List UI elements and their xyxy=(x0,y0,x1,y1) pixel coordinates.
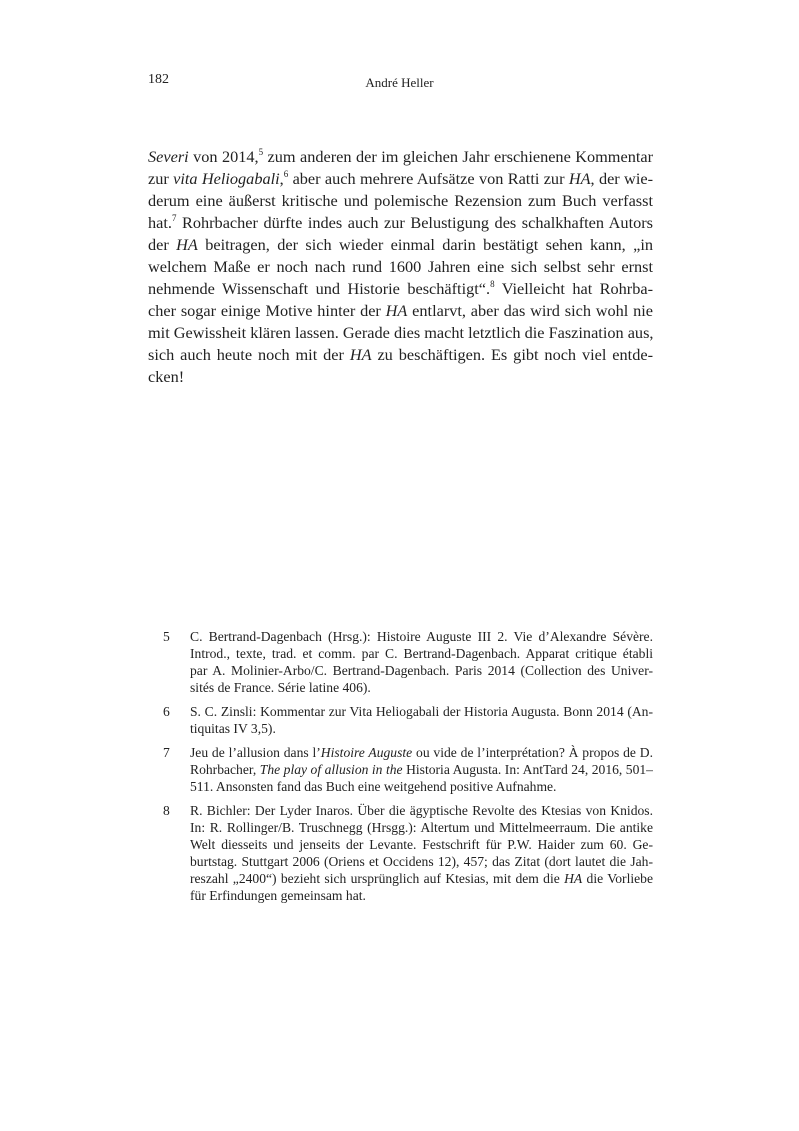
text-segment: HA xyxy=(349,345,372,364)
footnote-number: 5 xyxy=(163,629,170,644)
text-segment: von 2014, xyxy=(188,147,259,166)
text-segment: Welt diesseits und jenseits der Levante. Festschrift für P.W. Haider zum 60. Ge- xyxy=(190,837,653,852)
text-segment: S. C. Zinsli: Kommentar zur Vita Heliogabali der Historia Augusta. Bonn 2014 (An- xyxy=(190,704,653,719)
text-line xyxy=(190,628,653,645)
text-line xyxy=(190,853,653,870)
text-segment: für Erfindungen gemeinsam hat. xyxy=(190,888,366,903)
footnote-ref: 8 xyxy=(490,279,495,289)
text-segment: der xyxy=(148,235,177,254)
text-segment: In: R. Rollinger/B. Truschnegg (Hrsgg.): Altertum und Mittelmeerraum. Die antike xyxy=(190,820,653,835)
text-segment: zu beschäftigen. Es gibt noch viel entde- xyxy=(371,345,653,364)
text-segment: sich auch heute noch mit der xyxy=(148,345,350,364)
footnote-number: 8 xyxy=(163,803,170,818)
footnote-ref: 7 xyxy=(171,213,177,223)
text-line xyxy=(190,703,653,720)
text-segment: zum anderen der im gleichen Jahr erschienene Kommentar xyxy=(263,147,654,166)
text-segment: hat. xyxy=(148,213,172,232)
footnote-ref: 6 xyxy=(283,169,289,179)
text-segment: ou vide de l’interprétation? À propos de D. xyxy=(412,745,653,760)
text-segment: derum eine äußerst kritische und polemische Rezension zum Buch verfasst xyxy=(148,191,653,210)
text-segment: , xyxy=(279,169,284,188)
text-line xyxy=(148,344,653,366)
text-segment: mit Gewissheit klären lassen. Gerade dies macht letztlich die Faszination aus, xyxy=(148,323,654,342)
text-segment: nehmende Wissenschaft und Historie beschäftigt“. xyxy=(148,279,491,298)
footnote-ref: 5 xyxy=(258,147,264,157)
text-segment: C. Bertrand-Dagenbach (Hrsg.): Histoire Auguste III 2. Vie d’Alexandre Sévère. xyxy=(190,629,653,644)
text-segment: HA xyxy=(385,301,408,320)
text-line xyxy=(190,887,653,904)
footnote-number: 7 xyxy=(163,745,170,760)
text-line xyxy=(190,802,653,819)
text-segment: HA xyxy=(564,871,583,886)
text-line xyxy=(190,720,653,737)
text-line xyxy=(190,870,653,887)
text-segment: The play of allusion in the xyxy=(259,762,403,777)
running-head: André Heller xyxy=(365,75,434,90)
text-segment: burtstag. Stuttgart 2006 (Oriens et Occidens 12), 457; das Zitat (dort lautet die Jah- xyxy=(190,854,653,869)
text-segment: R. Bichler: Der Lyder Inaros. Über die ägyptische Revolte des Ktesias von Knidos. xyxy=(190,803,653,818)
text-segment: Rohrbacher dürfte indes auch zur Belustigung des schalkhaften Autors xyxy=(176,213,653,232)
text-segment: cken! xyxy=(148,367,185,386)
text-line xyxy=(190,645,653,662)
footnotes xyxy=(163,628,653,911)
text-segment: Introd., texte, trad. et comm. par C. Bertrand-Dagenbach. Apparat critique établi xyxy=(190,646,653,661)
text-segment: zur xyxy=(148,169,174,188)
text-segment: , der wie- xyxy=(590,169,653,188)
text-segment: cher sogar einige Motive hinter der xyxy=(148,301,386,320)
text-segment: die Vorliebe xyxy=(582,871,653,886)
text-line xyxy=(190,744,653,761)
text-segment: Jeu de l’allusion dans l’ xyxy=(190,745,321,760)
text-line xyxy=(148,278,653,300)
text-segment: Rohrbacher, xyxy=(190,762,260,777)
text-line xyxy=(148,190,653,212)
text-segment: 511. Ansonsten fand das Buch eine weitgehend positive Aufnahme. xyxy=(190,779,557,794)
text-segment: Vielleicht hat Rohrba- xyxy=(494,279,653,298)
text-line xyxy=(148,146,653,168)
text-segment: reszahl „2400“) bezieht sich ursprünglich auf Ktesias, mit dem die xyxy=(190,871,565,886)
footnote xyxy=(163,802,653,904)
text-line xyxy=(148,234,653,256)
text-segment: beitragen, der sich wieder einmal darin bestätigt sehen kann, „in xyxy=(197,235,653,254)
text-segment: HA xyxy=(176,235,198,254)
text-segment: tiquitas IV 3,5). xyxy=(190,721,276,736)
text-segment: vita Heliogabali xyxy=(173,169,280,188)
text-segment: Histoire Auguste xyxy=(320,745,413,760)
text-line xyxy=(148,366,653,388)
text-line xyxy=(148,322,653,344)
text-segment: aber auch mehrere Aufsätze von Ratti zur xyxy=(288,169,569,188)
text-segment: Historia Augusta. In: AntTard 24, 2016, 501– xyxy=(402,762,653,777)
footnote xyxy=(163,703,653,737)
text-line xyxy=(190,836,653,853)
text-line xyxy=(190,819,653,836)
body-text xyxy=(148,146,653,388)
text-line xyxy=(148,256,653,278)
text-segment: sités de France. Série latine 406). xyxy=(190,680,371,695)
text-line xyxy=(190,761,653,778)
text-segment: HA xyxy=(568,169,591,188)
text-segment: par A. Molinier-Arbo/C. Bertrand-Dagenbach. Paris 2014 (Collection des Univer- xyxy=(190,663,653,678)
page-number: 182 xyxy=(148,72,169,87)
text-line xyxy=(190,778,653,795)
text-line xyxy=(190,679,653,696)
text-segment: entlarvt, aber das wird sich wohl nie xyxy=(407,301,654,320)
text-line xyxy=(148,212,653,234)
footnote-number: 6 xyxy=(163,704,170,719)
text-line xyxy=(190,662,653,679)
text-line xyxy=(148,168,653,190)
text-segment: welchem Maße er noch nach rund 1600 Jahren eine sich selbst sehr ernst xyxy=(148,257,653,276)
text-segment: Severi xyxy=(148,147,189,166)
text-line xyxy=(148,300,653,322)
footnote xyxy=(163,628,653,696)
footnote xyxy=(163,744,653,795)
